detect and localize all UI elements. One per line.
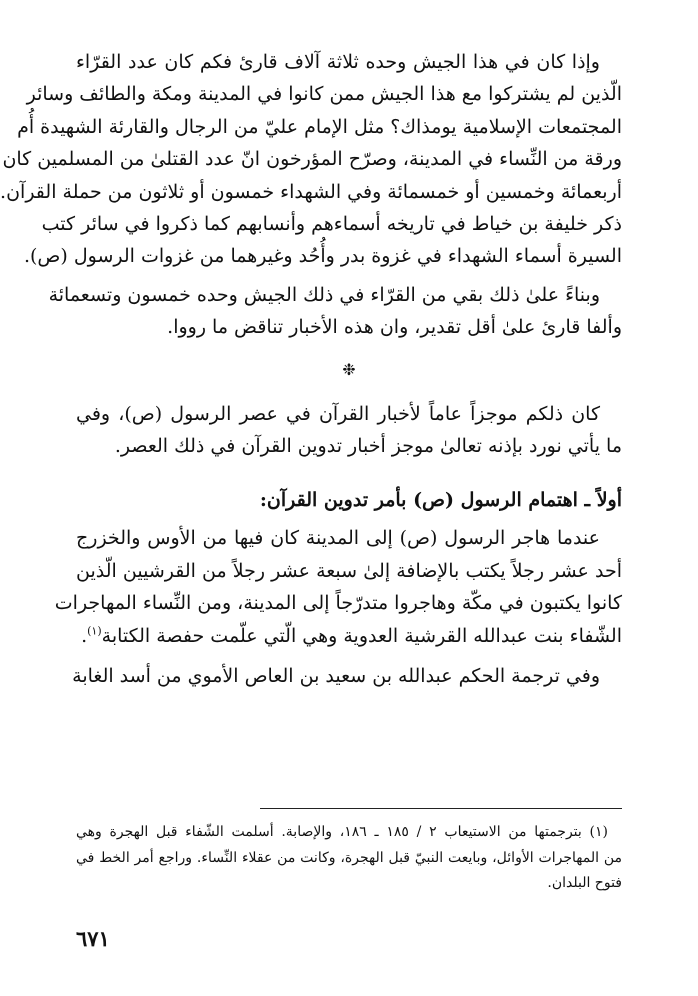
text-line: وبناءً علىٰ ذلك بقي من القرّاء في ذلك الجيش وحده خمسون وتسعمائة <box>48 283 600 306</box>
text-line: المجتمعات الإسلامية يومذاك؟ مثل الإمام عليّ من الرجال والقارئة الشهيدة أُم <box>17 115 622 138</box>
paragraph-5 <box>72 660 622 692</box>
text-line: كان ذلكم موجزاً عاماً لأخبار القرآن في عصر الرسول (ص)، وفي <box>76 402 600 425</box>
text-line: أحد عشر رجلاً يكتب بالإضافة إلىٰ سبعة عشر رجلاً من القرشيين الّذين <box>76 559 622 582</box>
text-line: ذكر خليفة بن خياط في تاريخه أسماءهم وأنسابهم كما ذكروا في سائر كتب <box>41 213 622 236</box>
page-number: ٦٧١ <box>76 926 110 951</box>
text-line-with-ref: الشّفاء بنت عبدالله القرشية العدوية وهي الّتي علّمت حفصة الكتابة$^{(١)}$. <box>81 624 622 647</box>
text-line: ورقة من النِّساء في المدينة، وصرّح المؤرخون انّ عدد القتلىٰ من المسلمين كان <box>2 148 622 171</box>
text-line: عندما هاجر الرسول (ص) إلى المدينة كان فيها من الأوس والخزرج <box>76 527 600 550</box>
page-body <box>0 46 622 693</box>
text-line: كانوا يكتبون في مكّة وهاجروا متدرّجاً إلى المدينة، ومن النِّساء المهاجرات <box>54 592 622 615</box>
section-heading: أولاً ـ اهتمام الرسول (ص) بأمر تدوين القرآن: <box>259 489 622 512</box>
paragraph-3 <box>76 398 622 463</box>
paragraph-4 <box>54 522 622 652</box>
footnote-divider <box>260 808 622 809</box>
text-line: ما يأتي نورد بإذنه تعالىٰ موجز أخبار تدوين القرآن في ذلك العصر. <box>114 435 622 458</box>
text-line: الشّفاء بنت عبدالله القرشية العدوية وهي الّتي علّمت حفصة الكتابة <box>101 624 622 647</box>
footnote <box>76 820 622 897</box>
text-line: أربعمائة وخمسين أو خمسمائة وفي الشهداء خمسون أو ثلاثون من حملة القرآن. <box>0 180 622 203</box>
paragraph-2 <box>48 279 622 344</box>
paragraph-1 <box>0 46 622 273</box>
footnote-line: فتوح البلدان. <box>547 875 622 892</box>
text-line: السيرة أسماء الشهداء في غزوة بدر وأُحُد وغيرهما من غزوات الرسول (ص). <box>23 245 622 268</box>
section-separator: ❉ <box>342 359 356 379</box>
footnote-line: (١) بترجمتها من الاستيعاب ٢ / ١٨٥ ـ ١٨٦، والإصابة. أسلمت الشّفاء قبل الهجرة وهي <box>76 824 608 840</box>
text-line: وإذا كان في هذا الجيش وحده ثلاثة آلاف قارئ فكم كان عدد القرّاء <box>76 51 600 73</box>
footnote-line: من المهاجرات الأوائل، وبايعت النبيّ قبل الهجرة، وكانت من عقلاء النِّساء. وراجع أمر الخط في <box>76 849 622 866</box>
text-line: الّذين لم يشتركوا مع هذا الجيش ممن كانوا في المدينة ومكة والطائف وسائر <box>26 83 622 106</box>
footnote-reference[interactable]: (١) <box>87 624 102 638</box>
text-line: وألفا قارئ علىٰ أقل تقدير، وان هذه الأخبار تناقض ما رووا. <box>167 316 622 339</box>
text-line: وفي ترجمة الحكم عبدالله بن سعيد بن العاص الأموي من أسد الغابة <box>72 665 600 688</box>
